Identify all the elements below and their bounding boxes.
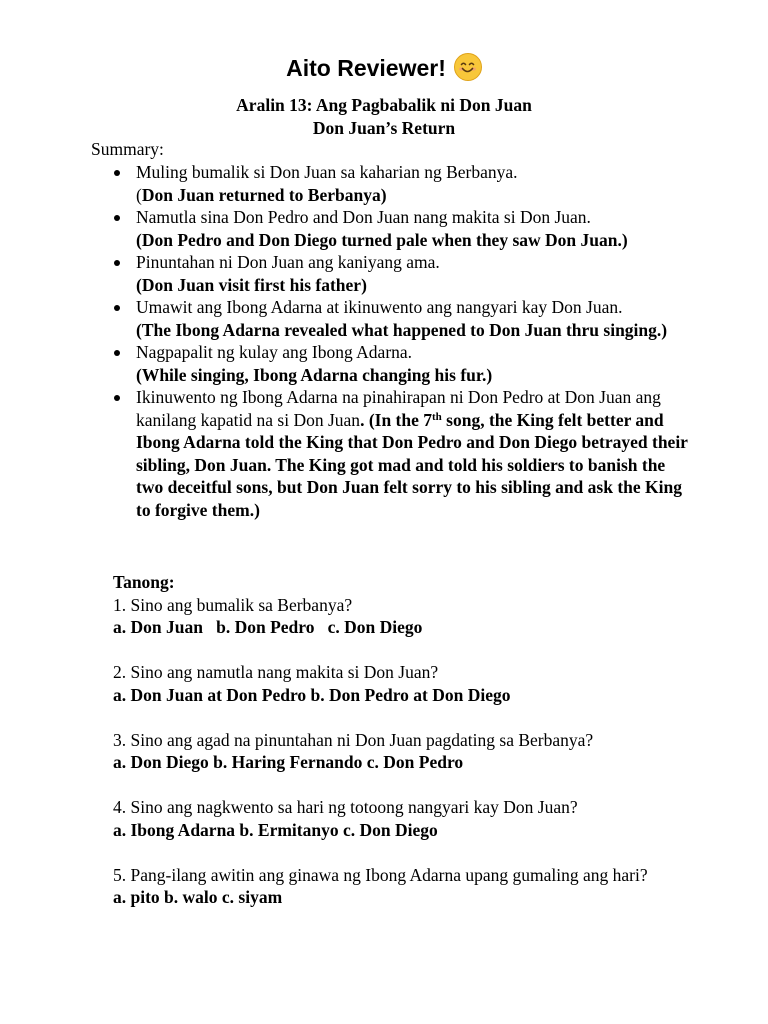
- reviewer-title: [0, 48, 768, 88]
- summary-item: [112, 206, 692, 251]
- summary-item-translation-a: . (In the 7: [360, 409, 433, 430]
- summary-item-translation: (The Ibong Adarna revealed what happened to Don Juan thru singing.): [136, 319, 668, 340]
- question-choices: a. pito b. walo c. siyam: [113, 887, 283, 907]
- tanong-label: Tanong:: [113, 572, 175, 592]
- summary-item-translation-b: song, the King felt better and Ibong Adarna told the King that Don Pedro and Don Diego betrayed their sibling, Don Juan. The King got mad and told his soldiers to banish the two deceitful sons, but Don Juan felt sorry to his sibling and ask the King to forgive them.): [136, 409, 688, 520]
- question-text: 1. Sino ang bumalik sa Berbanya?: [113, 594, 353, 615]
- question-item: [113, 594, 673, 639]
- summary-item-translation: (Don Juan visit first his father): [136, 274, 367, 295]
- spacer: [113, 639, 673, 662]
- question-text: 2. Sino ang namutla nang makita si Don Juan?: [113, 662, 439, 682]
- questions-section: [113, 571, 673, 909]
- summary-item-text: Nagpapalit ng kulay ang Ibong Adarna.: [136, 342, 413, 362]
- question-text: 4. Sino ang nagkwento sa hari ng totoong nangyari kay Don Juan?: [113, 797, 578, 817]
- summary-item: [112, 341, 692, 386]
- question-text: 3. Sino ang agad na pinuntahan ni Don Juan pagdating sa Berbanya?: [113, 729, 594, 750]
- smiling-face-icon: [454, 53, 482, 81]
- summary-label: Summary:: [91, 139, 164, 159]
- summary-item-text: Ikinuwento ng Ibong Adarna na pinahirapan ni Don Pedro at Don Juan ang kanilang kapatid na si Don Juan: [136, 387, 661, 430]
- summary-item-text: Muling bumalik si Don Juan sa kaharian ng Berbanya.: [136, 162, 518, 182]
- ordinal-suffix: th: [432, 410, 442, 423]
- question-choices: a. Ibong Adarna b. Ermitanyo c. Don Diego: [113, 819, 438, 840]
- question-item: [113, 864, 673, 909]
- summary-item-text: Namutla sina Don Pedro and Don Juan nang makita si Don Juan.: [136, 207, 591, 227]
- question-item: [113, 729, 673, 774]
- lesson-title-tagalog: Aralin 13: Ang Pagbabalik ni Don Juan: [236, 95, 532, 115]
- lesson-title-english: Don Juan’s Return: [312, 118, 456, 138]
- summary-item: [112, 251, 692, 296]
- summary-item-text: Umawit ang Ibong Adarna at ikinuwento ang nangyari kay Don Juan.: [136, 297, 623, 317]
- question-choices: a. Don Juan b. Don Pedro c. Don Diego: [113, 617, 423, 637]
- question-choices: a. Don Juan at Don Pedro b. Don Pedro at Don Diego: [113, 684, 511, 705]
- summary-item: [112, 296, 692, 341]
- summary-item: [112, 386, 692, 521]
- lesson-title: [0, 94, 768, 140]
- summary-item-text: Pinuntahan ni Don Juan ang kaniyang ama.: [136, 252, 440, 272]
- question-choices: a. Don Diego b. Haring Fernando c. Don Pedro: [113, 752, 464, 772]
- summary-item-translation: (While singing, Ibong Adarna changing his fur.): [136, 364, 493, 385]
- spacer: [113, 774, 673, 797]
- summary-item-translation: [136, 184, 692, 207]
- spacer: [113, 706, 673, 729]
- question-item: [113, 796, 673, 841]
- question-item: [113, 661, 673, 706]
- translation-text: Don Juan returned to Berbanya): [141, 184, 387, 205]
- summary-list: [112, 161, 692, 521]
- translation-open-paren: (: [136, 184, 142, 205]
- summary-item: [112, 161, 692, 206]
- spacer: [113, 841, 673, 864]
- reviewer-title-text: Aito Reviewer!: [286, 55, 446, 81]
- summary-item-translation: (Don Pedro and Don Diego turned pale when they saw Don Juan.): [136, 229, 628, 250]
- question-text: 5. Pang-ilang awitin ang ginawa ng Ibong Adarna upang gumaling ang hari?: [113, 864, 648, 885]
